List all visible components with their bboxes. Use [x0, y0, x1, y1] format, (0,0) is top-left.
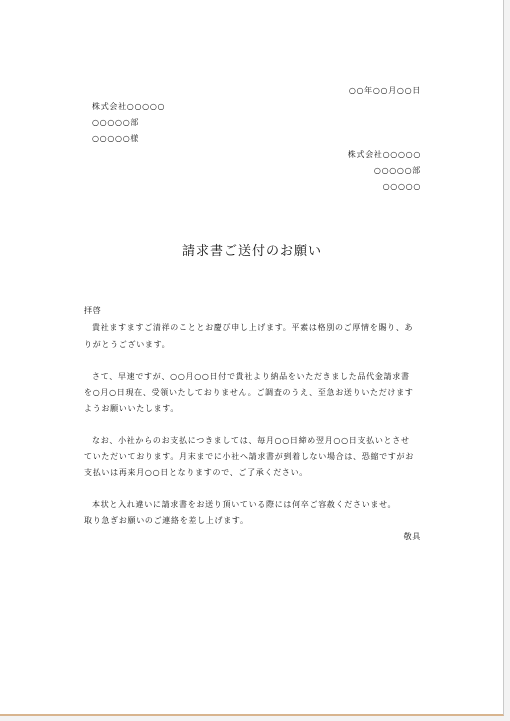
salutation: 拝啓 [84, 306, 102, 315]
recipient-company: 株式会社○○○○○ [92, 102, 166, 111]
body-line: ていただいております。月末までに小社へ請求書が到着しない場合は、恐縮ですがお [84, 452, 414, 461]
page-shadow-right [504, 0, 510, 721]
closing: 敬具 [403, 532, 421, 541]
recipient-person: ○○○○○様 [92, 134, 140, 143]
page-shadow-bottom [0, 716, 510, 721]
sender-name: ○○○○○ [382, 182, 421, 191]
body-line: りがとうございます。 [84, 340, 171, 349]
recipient-department: ○○○○○部 [92, 118, 140, 127]
body-line: 取り急ぎお願いのご連絡を差し上げます。 [84, 516, 249, 525]
letter-date: ○○年○○月○○日 [348, 86, 421, 95]
body-line: 貴社ますますご清祥のこととお慶び申し上げます。平素は格別のご厚情を賜り、あ [92, 323, 414, 332]
sender-company: 株式会社○○○○○ [347, 150, 421, 159]
body-line: さて、早速ですが、○○月○○日付で貴社より納品をいただきました品代金請求書 [92, 372, 410, 381]
body-line: を○月○日現在、受領いたしておりません。ご調査のうえ、至急お送りいただけます [84, 388, 414, 397]
body-line: 支払いは再来月○○日となりますので、ご了承ください。 [84, 468, 308, 477]
sender-department: ○○○○○部 [373, 166, 421, 175]
body-line: 本状と入れ違いに請求書をお送り頂いている際には何卒ご容赦くださいませ。 [92, 500, 397, 509]
letter-title: 請求書ご送付のお願い [181, 244, 322, 259]
body-line: なお、小社からのお支払につきましては、毎月○○日締め翌月○○日支払いとさせ [92, 436, 410, 445]
body-line: ようお願いいたします。 [84, 404, 180, 413]
